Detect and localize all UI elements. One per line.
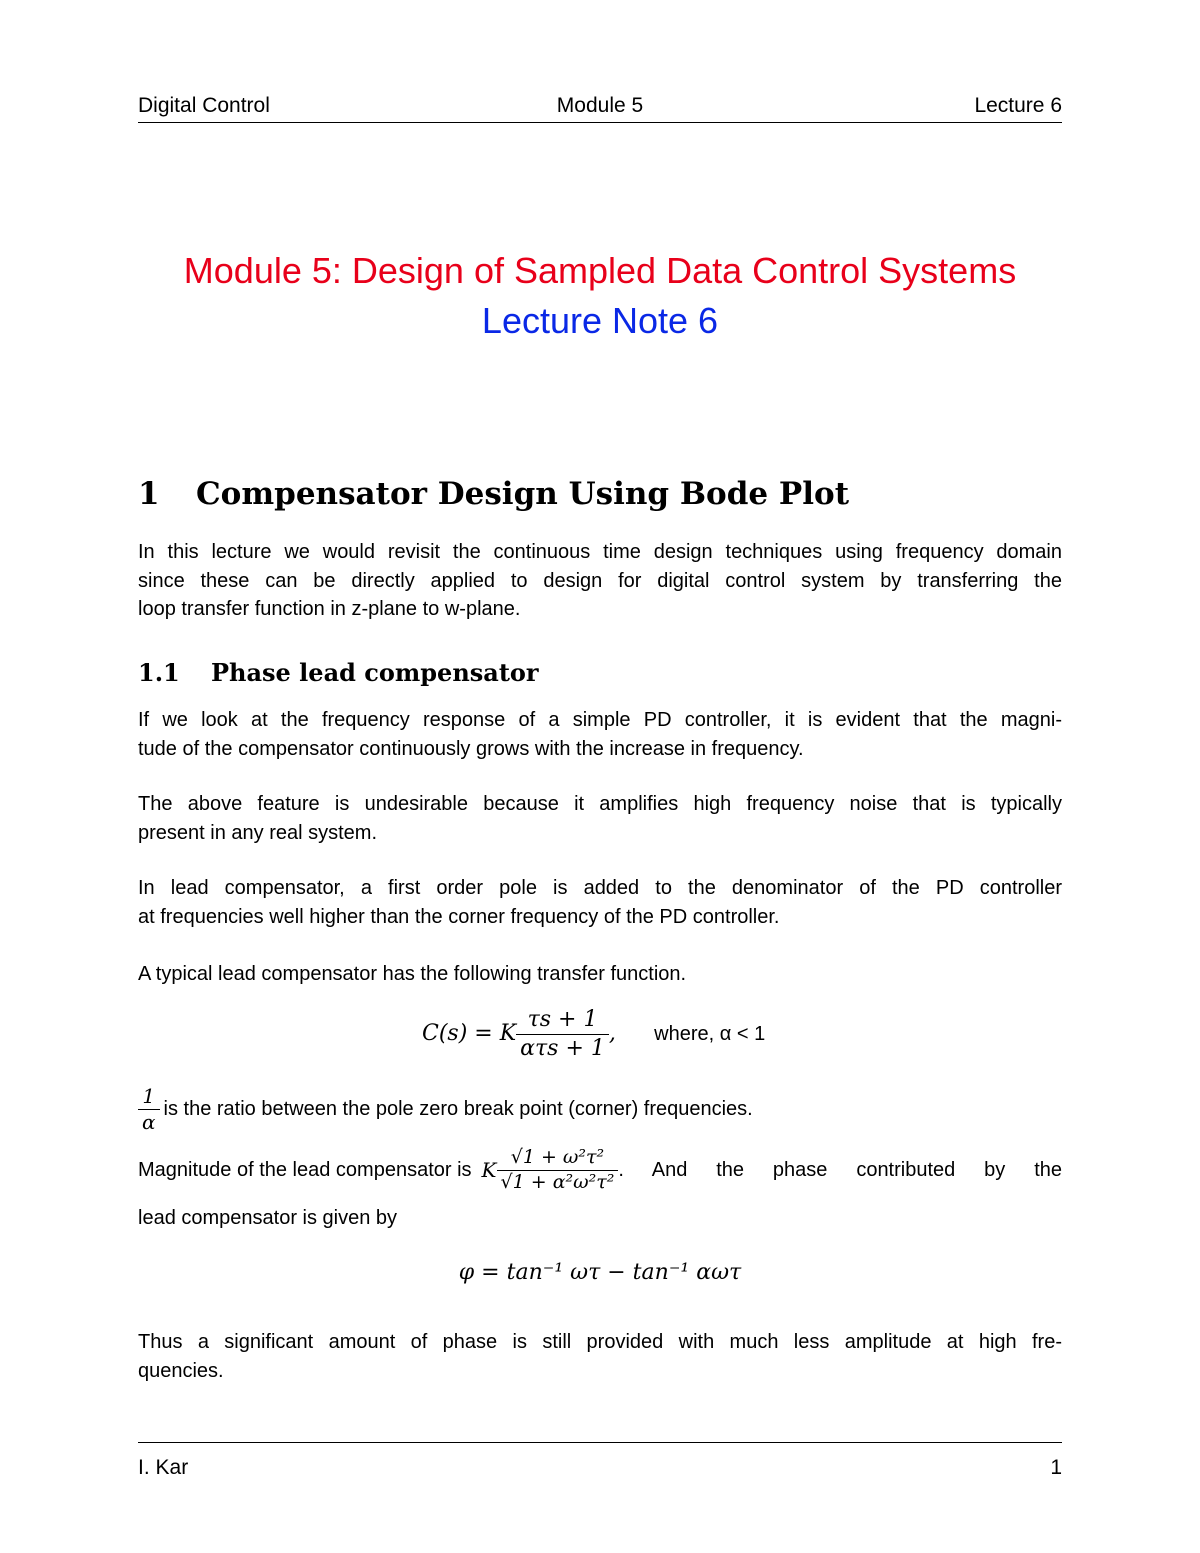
paragraph-noise [138,790,1062,847]
section-title: Compensator Design Using Bode Plot [196,476,850,512]
subsection-number: 1.1 [138,658,180,687]
magnitude-text-tail: . And the phase contributed by the [618,1158,1062,1181]
text-line: quencies. [138,1359,224,1382]
magnitude-sentence-cont [138,1204,1062,1233]
header-rule [138,122,1062,123]
magnitude-numerator: √1 + ω²τ² [510,1146,605,1168]
paragraph-pd-response [138,706,1062,763]
page-number: 1 [1050,1456,1062,1479]
text-line: present in any real system. [138,821,377,844]
section-number: 1 [138,476,160,512]
text-line: lead compensator is given by [138,1207,398,1229]
subsection-title: Phase lead compensator [211,658,539,687]
text-line: Thus a significant amount of phase is still provided with much less amplitude at high fre- [138,1331,1062,1353]
page-subtitle: Lecture Note 6 [481,300,719,341]
eq-fraction [516,1006,609,1062]
text-line: In lead compensator, a first order pole is added to the denominator of the PD controller [138,877,1062,899]
header-lecture: Lecture 6 [974,94,1062,117]
subsection-heading [138,658,539,687]
ratio-denominator: α [142,1110,156,1134]
text-line: tude of the compensator continuously grows with the increase in frequency. [138,737,804,760]
phase-equation: φ = tan⁻¹ ωτ − tan⁻¹ αωτ [458,1260,742,1285]
text-line: A typical lead compensator has the following transfer function. [138,963,687,985]
text-line: since these can be directly applied to design for digital control system by transferring the [138,569,1062,592]
footer-author: I. Kar [138,1456,189,1479]
text-line: loop transfer function in z-plane to w-plane. [138,598,521,620]
ratio-numerator: 1 [142,1084,156,1108]
eq-numerator: τs + 1 [527,1007,598,1032]
text-line: If we look at the frequency response of a simple PD controller, it is evident that the magni- [138,709,1062,731]
magnitude-denominator: √1 + α²ω²τ² [500,1170,615,1193]
magnitude-fraction [497,1146,619,1195]
text-line: at frequencies well higher than the corner frequency of the PD controller. [138,905,780,928]
paragraph-conclusion [138,1328,1062,1385]
ratio-fraction [138,1084,160,1135]
eq-denominator: ατs + 1 [520,1035,605,1061]
header-module: Module 5 [556,94,644,117]
eq-lhs: C(s) = K [422,1020,517,1046]
ratio-text: is the ratio between the pole zero break point (corner) frequencies. [163,1098,753,1120]
section-heading [138,476,849,512]
transfer-function-equation [422,1006,765,1062]
text-line: In this lecture we would revisit the continuous time design techniques using frequency domain [138,541,1062,563]
paragraph-lead-pole [138,874,1062,931]
intro-paragraph [138,538,1062,624]
paragraph-transfer-intro [138,960,1062,989]
eq-condition: where, α < 1 [654,1022,766,1045]
magnitude-sentence [138,1146,1062,1195]
footer-rule [138,1442,1062,1443]
text-line: The above feature is undesirable because it amplifies high frequency noise that is typically [138,793,1062,815]
page-title: Module 5: Design of Sampled Data Control Systems [183,250,1017,291]
header-course: Digital Control [138,94,270,117]
eq-comma: , [608,1020,616,1046]
magnitude-gain: K [481,1158,497,1183]
magnitude-text: Magnitude of the lead compensator is [138,1158,472,1181]
ratio-sentence [138,1084,753,1135]
